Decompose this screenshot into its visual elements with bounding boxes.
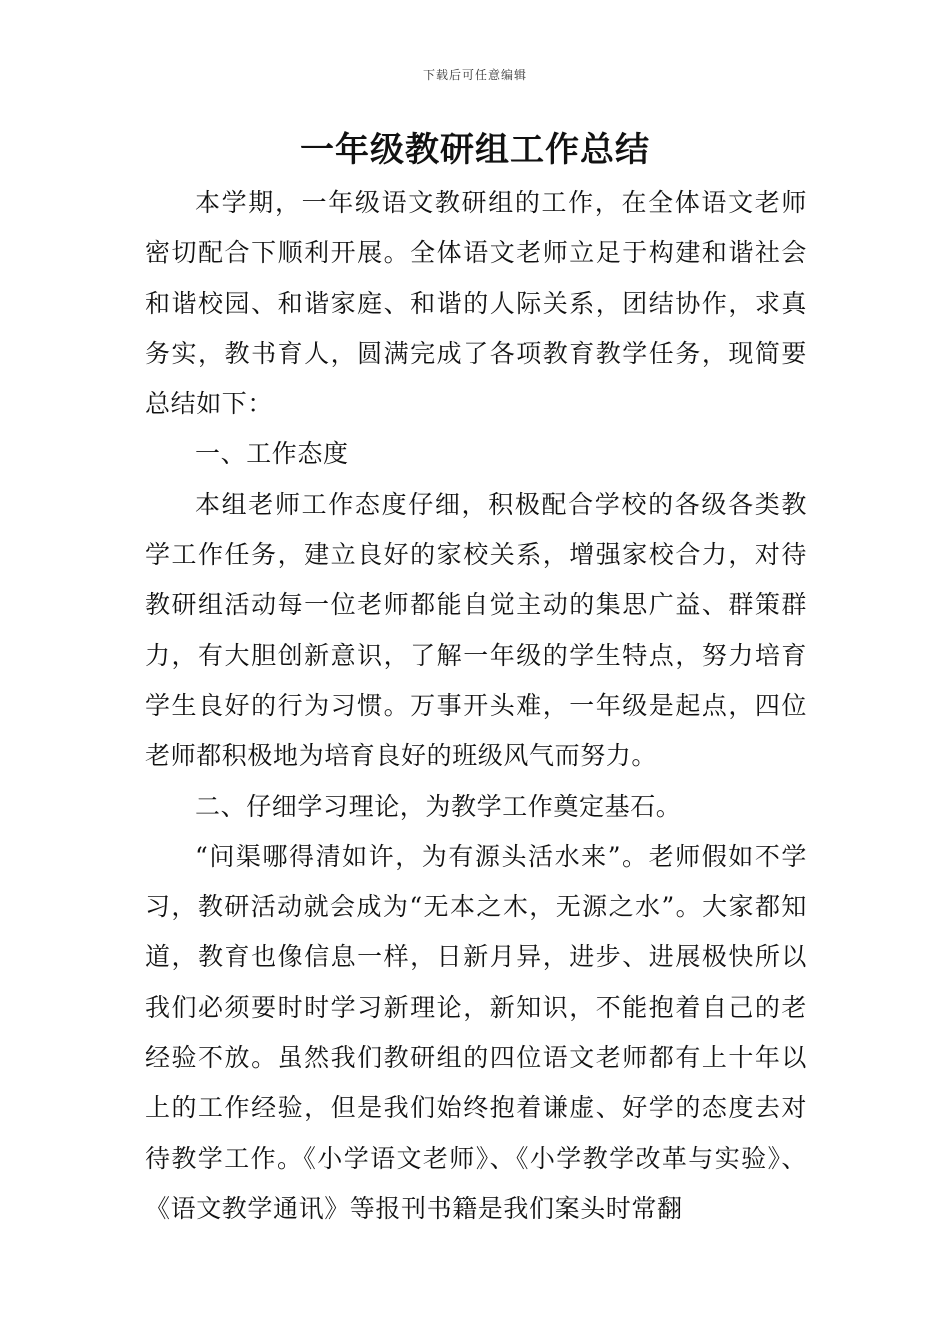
paragraph-intro: 本学期，一年级语文教研组的工作，在全体语文老师密切配合下顺利开展。全体语文老师立足于构建和谐社会和谐校园、和谐家庭、和谐的人际关系，团结协作，求真务实，教书育人，圆满完成了各项教育教学任务，现简要总结如下： (145, 188, 807, 419)
paragraph-work-attitude: 本组老师工作态度仔细，积极配合学校的各级各类教学工作任务，建立良好的家校关系，增强家校合力，对待教研组活动每一位老师都能自觉主动的集思广益、群策群力，有大胆创新意识，了解一年级的学生特点，努力培育学生良好的行为习惯。万事开头难，一年级是起点，四位老师都积极地为培育良好的班级风气而努力。 (145, 489, 807, 771)
document-title: 一年级教研组工作总结 (300, 130, 650, 170)
header-note: 下载后可任意编辑 (422, 68, 527, 82)
document-body (145, 178, 807, 1234)
section-heading-2: 二、仔细学习理论，为教学工作奠定基石。 (195, 791, 682, 821)
paragraph-study-theory: “问渠哪得清如许，为有源头活水来”。老师假如不学习，教研活动就会成为“无本之木，无源之水”。大家都知道，教育也像信息一样，日新月异，进步、进展极快所以我们必须要时时学习新理论，新知识，不能抱着自己的老经验不放。虽然我们教研组的四位语文老师都有上十年以上的工作经验，但是我们始终抱着谦虚、好学的态度去对待教学工作。《小学语文老师》、《小学教学改革与实验》、《语文教学通讯》等报刊书籍是我们案头时常翻 (145, 841, 807, 1223)
section-heading-1: 一、工作态度 (195, 439, 349, 469)
